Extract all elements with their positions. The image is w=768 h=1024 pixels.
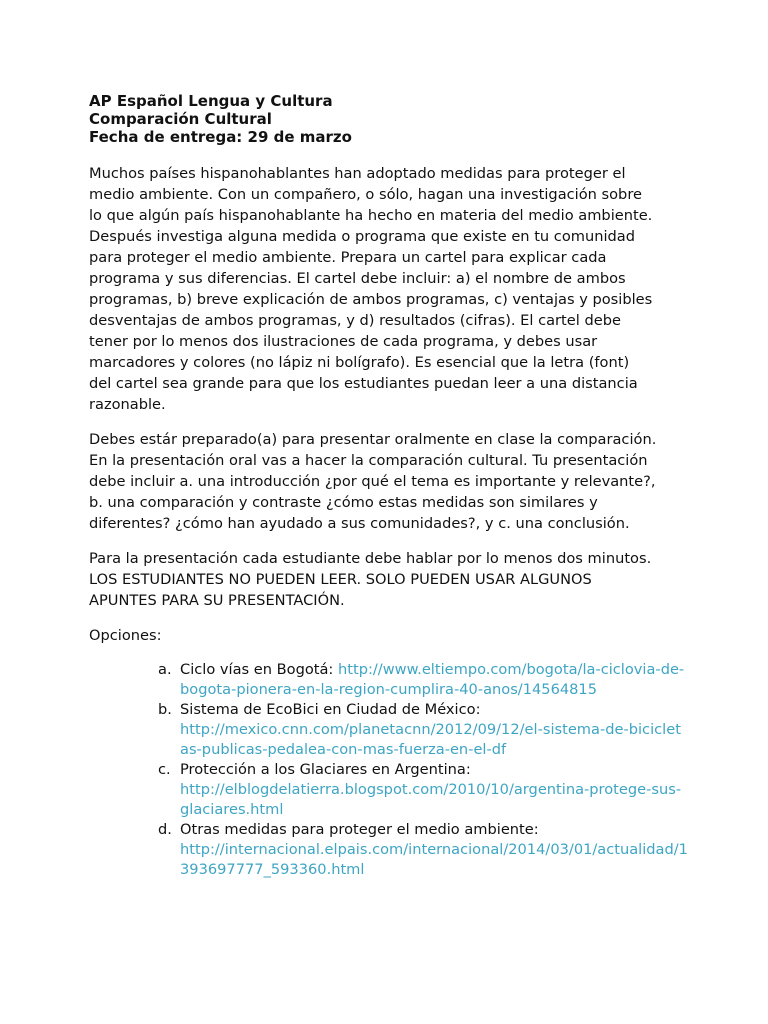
option-item-bogota xyxy=(152,660,689,700)
option-marker: c. xyxy=(158,761,171,778)
due-date: Fecha de entrega: 29 de marzo xyxy=(89,128,352,146)
option-label: Protección a los Glaciares en Argentina: xyxy=(180,761,471,778)
option-item-glaciares xyxy=(152,760,689,820)
option-item-otras-medidas xyxy=(152,820,689,880)
document-header xyxy=(89,92,689,146)
option-link[interactable]: http://www.eltiempo.com/bogota/la-ciclovia-de-bogota-pionera-en-la-region-cumplira-40-anos/14564815 xyxy=(180,661,685,698)
options-list xyxy=(89,660,689,880)
course-title: AP Español Lengua y Cultura xyxy=(89,92,333,110)
option-label: Ciclo vías en Bogotá: xyxy=(180,661,338,678)
time-requirement-paragraph: Para la presentación cada estudiante debe hablar por lo menos dos minutos. LOS ESTUDIANTES NO PUEDEN LEER. SOLO PUEDEN USAR ALGUNOS APUNTES PARA SU PRESENTACIÓN. xyxy=(89,550,652,609)
document-page xyxy=(89,92,689,880)
option-link[interactable]: http://internacional.elpais.com/internacional/2014/03/01/actualidad/1393697777_593360.html xyxy=(180,841,688,878)
option-marker: d. xyxy=(158,821,172,838)
option-link[interactable]: http://mexico.cnn.com/planetacnn/2012/09/12/el-sistema-de-bicicletas-publicas-pedalea-con-mas-fuerza-en-el-df xyxy=(180,721,681,758)
option-link[interactable]: http://elblogdelatierra.blogspot.com/2010/10/argentina-protege-sus-glaciares.html xyxy=(180,781,682,818)
presentation-paragraph: Debes estár preparado(a) para presentar oralmente en clase la comparación. En la presentación oral vas a hacer la comparación cultural. Tu presentación debe incluir a. una introducción ¿por qué el tema es importante y relevante?, b. una comparación y contraste ¿cómo estas medidas son similares y diferentes? ¿cómo han ayudado a sus comunidades?, y c. una conclusión. xyxy=(89,431,657,532)
assignment-title: Comparación Cultural xyxy=(89,110,272,128)
option-marker: b. xyxy=(158,701,172,718)
option-label: Sistema de EcoBici en Ciudad de México: xyxy=(180,701,481,718)
instructions-paragraph: Muchos países hispanohablantes han adoptado medidas para proteger el medio ambiente. Con un compañero, o sólo, hagan una investigación sobre lo que algún país hispanohablante ha hecho en materia del medio ambiente. Después investiga alguna medida o programa que existe en tu comunidad para proteger el medio ambiente. Prepara un cartel para explicar cada programa y sus diferencias. El cartel debe incluir: a) el nombre de ambos programas, b) breve explicación de ambos programas, c) ventajas y posibles desventajas de ambos programas, y d) resultados (cifras). El cartel debe tener por lo menos dos ilustraciones de cada programa, y debes usar marcadores y colores (no lápiz ni bolígrafo). Es esencial que la letra (font) del cartel sea grande para que los estudiantes puedan leer a una distancia razonable. xyxy=(89,165,653,413)
options-label: Opciones: xyxy=(89,627,162,644)
option-marker: a. xyxy=(158,661,172,678)
option-item-ecobici xyxy=(152,700,689,760)
option-label: Otras medidas para proteger el medio ambiente: xyxy=(180,821,539,838)
